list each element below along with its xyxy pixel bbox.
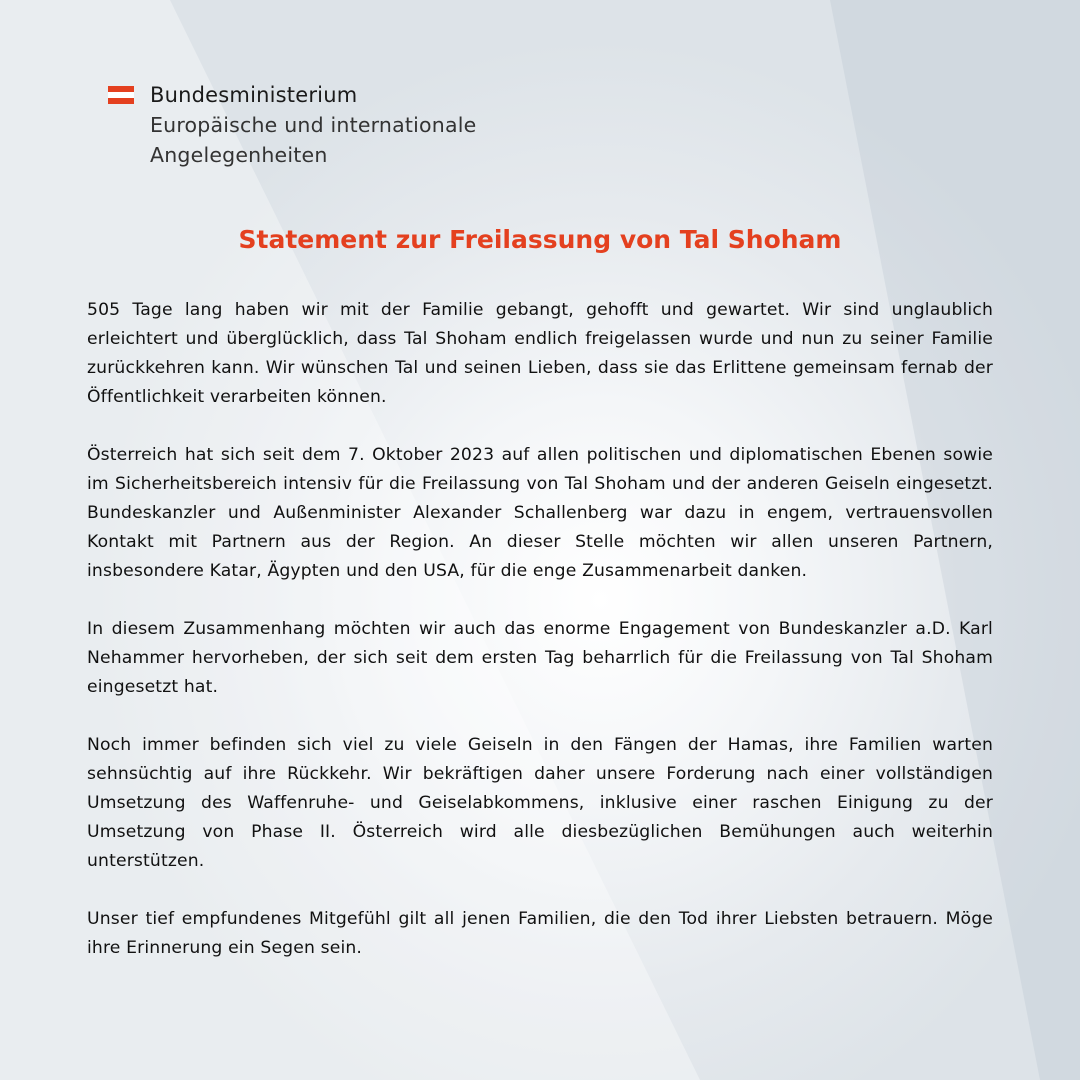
ministry-name	[150, 80, 476, 170]
ministry-logo	[108, 80, 476, 170]
statement-paragraph: Österreich hat sich seit dem 7. Oktober 2023 auf allen politischen und diplomatischen Ebenen sowie im Sicherheitsbereich intensiv für die Freilassung von Tal Shoham und der anderen Geiseln eingesetzt. Bundeskanzler und Außenminister Alexander Schallenberg war dazu in engem, vertrauensvollen Kontakt mit Partnern aus der Region. An dieser Stelle möchten wir allen unseren Partnern, insbesondere Katar, Ägypten und den USA, für die enge Zusammenarbeit danken.	[87, 445, 993, 581]
ministry-name-line-1: Bundesministerium	[150, 83, 358, 107]
ministry-name-line-3: Angelegenheiten	[150, 143, 328, 167]
statement-title: Statement zur Freilassung von Tal Shoham	[238, 225, 842, 254]
statement-body	[87, 296, 993, 992]
austrian-flag-icon	[108, 86, 134, 104]
statement-paragraph: Noch immer befinden sich viel zu viele Geiseln in den Fängen der Hamas, ihre Familien warten sehnsüchtig auf ihre Rückkehr. Wir bekräftigen daher unsere Forderung nach einer vollständigen Umsetzung des Waffenruhe- und Geiselabkommens, inklusive einer raschen Einigung zu der Umsetzung von Phase II. Österreich wird alle diesbezüglichen Bemühungen auch weiterhin unterstützen.	[87, 735, 993, 871]
ministry-name-line-2: Europäische und internationale	[150, 113, 477, 137]
statement-paragraph: In diesem Zusammenhang möchten wir auch das enorme Engagement von Bundeskanzler a.D. Karl Nehammer hervorheben, der sich seit dem ersten Tag beharrlich für die Freilassung von Tal Shoham eingesetzt hat.	[87, 619, 993, 697]
flag-stripe-red-bottom	[108, 98, 134, 104]
statement-paragraph: 505 Tage lang haben wir mit der Familie gebangt, gehofft und gewartet. Wir sind unglaublich erleichtert und überglücklich, dass Tal Shoham endlich freigelassen wurde und nun zu seiner Familie zurückkehren kann. Wir wünschen Tal und seinen Lieben, dass sie das Erlittene gemeinsam fernab der Öffentlichkeit verarbeiten können.	[87, 300, 993, 407]
statement-paragraph: Unser tief empfundenes Mitgefühl gilt all jenen Familien, die den Tod ihrer Liebsten betrauern. Möge ihre Erinnerung ein Segen sein.	[87, 909, 993, 958]
